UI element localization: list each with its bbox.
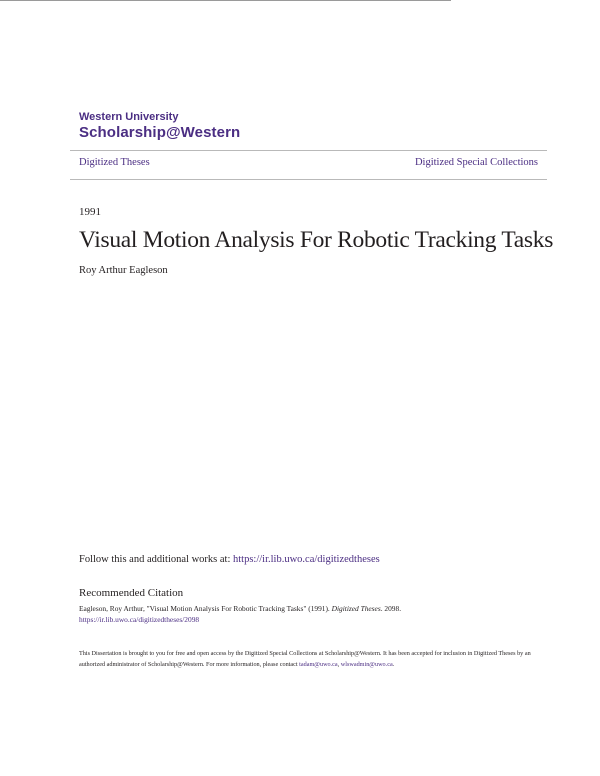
contact-email-1[interactable]: tadam@uwo.ca	[299, 660, 338, 668]
nav-divider	[70, 179, 547, 180]
citation-series: Digitized Theses	[331, 604, 381, 613]
access-notice	[79, 649, 539, 670]
repository-brand[interactable]	[79, 111, 240, 141]
citation-suffix: . 2098.	[380, 604, 402, 613]
digitized-special-collections-link[interactable]: Digitized Special Collections	[414, 157, 538, 168]
follow-url-link[interactable]: https://ir.lib.uwo.ca/digitizedtheses	[233, 554, 380, 565]
notice-text: This Dissertation is brought to you for free and open access by the Digitized Special Collections at Scholarship@Western. It has been accepted for inclusion in Digitized Theses by an authorized administrator of Scholarship@Western. For more information, please contact	[79, 650, 531, 668]
citation-text	[79, 603, 539, 625]
notice-end: .	[392, 660, 395, 668]
citation-divider	[0, 0, 451, 1]
top-divider	[70, 150, 547, 151]
citation-prefix: Eagleson, Roy Arthur, "Visual Motion Analysis For Robotic Tracking Tasks" (1991).	[79, 604, 332, 613]
contact-email-2[interactable]: wlswadmin@uwo.ca	[340, 660, 393, 668]
digitized-theses-link[interactable]: Digitized Theses	[79, 157, 150, 168]
brand-org: Western University	[79, 111, 179, 123]
notice-separator: ,	[337, 660, 341, 668]
follow-line	[79, 554, 380, 565]
thesis-author: Roy Arthur Eagleson	[79, 265, 168, 276]
follow-prefix: Follow this and additional works at:	[79, 554, 233, 565]
thesis-title: Visual Motion Analysis For Robotic Tracking Tasks	[79, 227, 554, 253]
brand-repository: Scholarship@Western	[79, 124, 241, 141]
publication-year: 1991	[79, 206, 101, 218]
recommended-citation-heading: Recommended Citation	[79, 587, 184, 599]
citation-url-link[interactable]: https://ir.lib.uwo.ca/digitizedtheses/2098	[79, 615, 200, 624]
